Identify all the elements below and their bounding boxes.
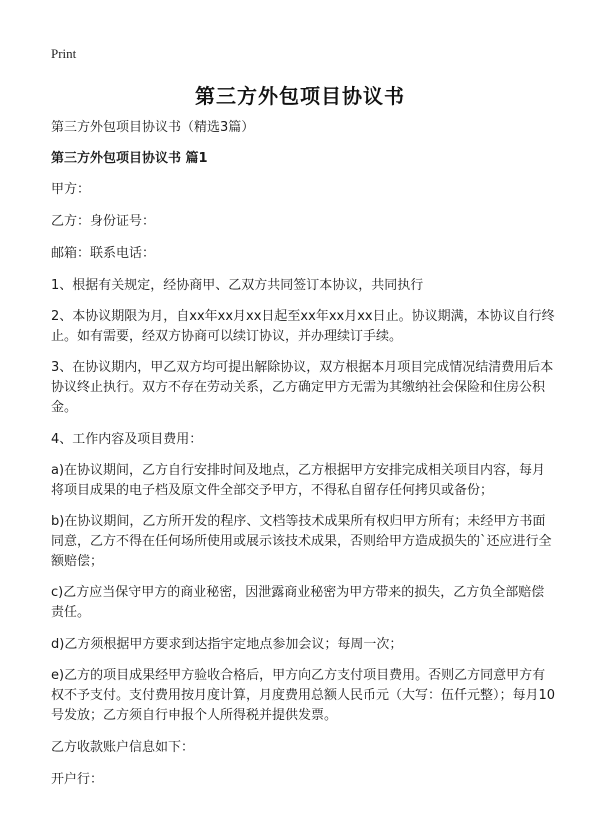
section-heading: 第三方外包项目协议书 篇1 (51, 151, 208, 166)
party-a-line: 甲方： (51, 182, 91, 197)
document-subtitle: 第三方外包项目协议书（精选3篇） (51, 120, 255, 135)
bank-line: 开户行： (51, 772, 104, 787)
document-title: 第三方外包项目协议书 (195, 84, 405, 108)
clause-4-heading: 4、工作内容及项目费用： (51, 432, 203, 447)
party-b-line: 乙方：身份证号： (51, 214, 156, 229)
clause-4d: d)乙方须根据甲方要求到达指宇定地点参加会议；每周一次； (51, 637, 403, 652)
clause-4a: a)在协议期间，乙方自行安排时间及地点，乙方根据甲方安排完成相关项目内容，每月将项目成果的电子档及原文件全部交予甲方，不得私自留存任何拷贝或备份； (51, 463, 546, 498)
payee-account-heading: 乙方收款账户信息如下： (51, 740, 195, 755)
document-body (51, 117, 556, 801)
clause-4b: b)在协议期间，乙方所开发的程序、文档等技术成果所有权归甲方所有；未经甲方书面同意，乙方不得在任何场所使用或展示该技术成果，否则给甲方造成损失的`还应进行全额赔偿； (51, 514, 552, 569)
clause-4c: c)乙方应当保守甲方的商业秘密，因泄露商业秘密为甲方带来的损失，乙方负全部赔偿责任。 (51, 585, 545, 620)
contact-line: 邮箱：联系电话： (51, 246, 156, 261)
clause-1: 1、根据有关规定，经协商甲、乙双方共同签订本协议，共同执行 (51, 278, 424, 293)
clause-2: 2、本协议期限为月，自xx年xx月xx日起至xx年xx月xx日止。协议期满，本协议自行终止。如有需要，经双方协商可以续订协议，并办理续订手续。 (51, 309, 555, 344)
clause-4e: e)乙方的项目成果经甲方验收合格后，甲方向乙方支付项目费用。否则乙方同意甲方有权不予支付。支付费用按月度计算，月度费用总额人民币元（大写：伍仟元整）；每月10号发放；乙方须自行申报个人所得税并提供发票。 (51, 668, 556, 723)
print-link[interactable]: Print (51, 46, 77, 61)
clause-3: 3、在协议期内，甲乙双方均可提出解除协议，双方根据本月项目完成情况结清费用后本协议终止执行。双方不存在劳动关系，乙方确定甲方无需为其缴纳社会保险和住房公积金。 (51, 360, 554, 415)
